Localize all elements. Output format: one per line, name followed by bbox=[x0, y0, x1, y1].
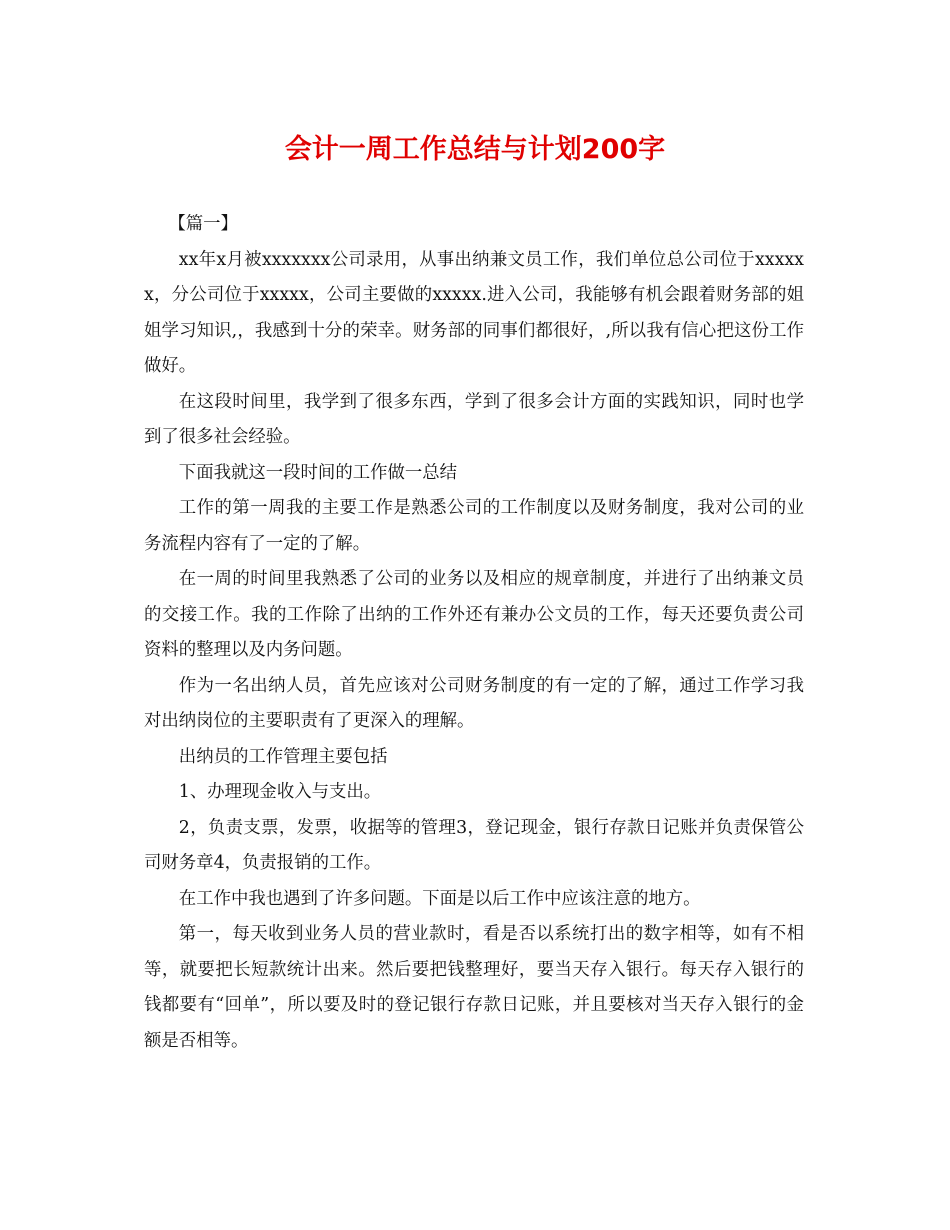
paragraph: 在工作中我也遇到了许多问题。下面是以后工作中应该注意的地方。 bbox=[178, 888, 701, 909]
paragraph: 在一周的时间里我熟悉了公司的业务以及相应的规章制度，并进行了出纳兼文员的交接工作。我的工作除了出纳的工作外还有兼办公文员的工作，每天还要负责公司资料的整理以及内务问题。 bbox=[144, 569, 804, 660]
paragraph: 2，负责支票，发票，收据等的管理3，登记现金，银行存款日记账并负责保管公司财务章4，负责报销的工作。 bbox=[144, 817, 804, 873]
section-label: 【篇一】 bbox=[168, 214, 238, 234]
paragraph: 1、办理现金收入与支出。 bbox=[178, 782, 382, 802]
paragraph: 下面我就这一段时间的工作做一总结 bbox=[178, 462, 458, 483]
paragraph: 在这段时间里，我学到了很多东西，学到了很多会计方面的实践知识，同时也学到了很多社会经验。 bbox=[144, 391, 804, 447]
paragraph: 第一，每天收到业务人员的营业款时，看是否以系统打出的数字相等，如有不相等，就要把长短款统计出来。然后要把钱整理好，要当天存入银行。每天存入银行的钱都要有“回单”，所以要及时的登记银行存款日记账，并且要核对当天存入银行的金额是否相等。 bbox=[144, 924, 804, 1051]
document-body bbox=[144, 207, 804, 1059]
paragraph: 作为一名出纳人员，首先应该对公司财务制度的有一定的了解，通过工作学习我对出纳岗位的主要职责有了更深入的理解。 bbox=[144, 675, 804, 731]
paragraph: 出纳员的工作管理主要包括 bbox=[178, 746, 388, 767]
paragraph: xx年x月被xxxxxxx公司录用，从事出纳兼文员工作，我们单位总公司位于xxxxxx，分公司位于xxxxx，公司主要做的xxxxx.进入公司，我能够有机会跟着财务部的姐姐学习知识,，我感到十分的荣幸。财务部的同事们都很好，,所以我有信心把这份工作做好。 bbox=[144, 249, 804, 376]
document-title: 会计一周工作总结与计划200字 bbox=[284, 134, 666, 165]
paragraph: 工作的第一周我的主要工作是熟悉公司的工作制度以及财务制度，我对公司的业务流程内容有了一定的了解。 bbox=[144, 498, 804, 554]
